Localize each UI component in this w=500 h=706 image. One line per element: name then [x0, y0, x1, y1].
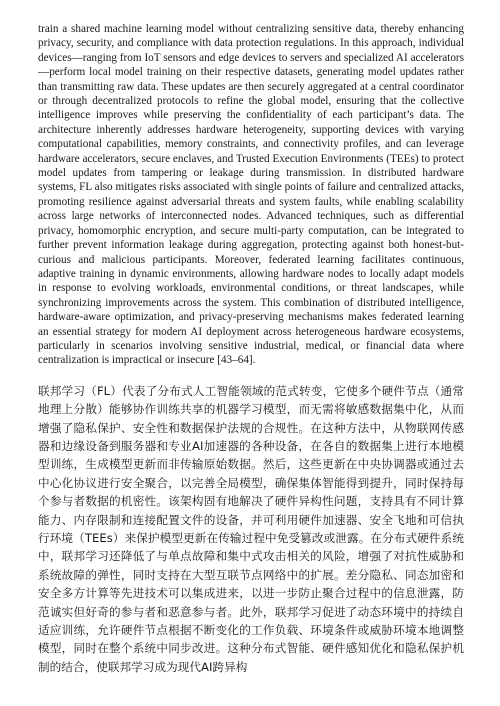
- body-paragraph-english: train a shared machine learning model without centralizing sensitive data, thereby enhancing privacy, security, and compliance with data protection regulations. In this approach, individual devices—ranging from IoT sensors and edge devices to servers and specialized AI accelerators—perform local model training on their respective datasets, generating model updates rather than transmitting raw data. These updates are then securely aggregated at a central coordinator or through decentralized protocols to refine the global model, ensuring that the collective intelligence improves while preserving the confidentiality of each participant’s data. The architecture inherently addresses hardware heterogeneity, supporting devices with varying computational capabilities, memory constraints, and connectivity profiles, and can leverage hardware accelerators, secure enclaves, and Trusted Execution Environments (TEEs) to protect model updates from tampering or leakage during transmission. In distributed hardware systems, FL also mitigates risks associated with single points of failure and centralized attacks, promoting resilience against adversarial threats and system faults, while enabling scalability across large networks of interconnected nodes. Advanced techniques, such as differential privacy, homomorphic encryption, and secure multi-party computation, can be integrated to further prevent information leakage during aggregation, protecting against both honest-but-curious and malicious participants. Moreover, federated learning facilitates continuous, adaptive training in dynamic environments, allowing hardware nodes to locally adapt models in response to evolving workloads, environmental conditions, or threat landscapes, while synchronizing improvements across the system. This combination of distributed intelligence, hardware-aware optimization, and privacy-preserving mechanisms makes federated learning an essential strategy for modern AI deployment across heterogeneous hardware ecosystems, particularly in scenarios involving sensitive industrial, medical, or financial data where centralization is impractical or insecure [43–64].: [38, 23, 464, 367]
- document-page: [38, 22, 464, 706]
- body-paragraph-chinese: 联邦学习（FL）代表了分布式人工智能领域的范式转变，它使多个硬件节点（通常地理上分散）能够协作训练共享的机器学习模型，而无需将敏感数据集中化，从而增强了隐私保护、安全性和数据保护法规的合规性。在这种方法中，从物联网传感器和边缘设备到服务器和专业AI加速器的各种设备，在各自的数据集上进行本地模型训练，生成模型更新而非传输原始数据。然后，这些更新在中央协调器或通过去中心化协议进行安全聚合，以完善全局模型，确保集体智能得到提升，同时保持每个参与者数据的机密性。该架构固有地解决了硬件异构性问题，支持具有不同计算能力、内存限制和连接配置文件的设备，并可利用硬件加速器、安全飞地和可信执行环境（TEEs）来保护模型更新在传输过程中免受篡改或泄露。在分布式硬件系统中，联邦学习还降低了与单点故障和集中式攻击相关的风险，增强了对抗性威胁和系统故障的弹性，同时支持在大型互联节点网络中的扩展。差分隐私、同态加密和安全多方计算等先进技术可以集成进来，以进一步防止聚合过程中的信息泄露，防范诚实但好奇的参与者和恶意参与者。此外，联邦学习促进了动态环境中的持续自适应训练，允许硬件节点根据不断变化的工作负载、环境条件或威胁环境本地调整模型，同时在整个系统中同步改进。这种分布式智能、硬件感知优化和隐私保护机制的结合，使联邦学习成为现代AI跨异构: [38, 383, 464, 674]
